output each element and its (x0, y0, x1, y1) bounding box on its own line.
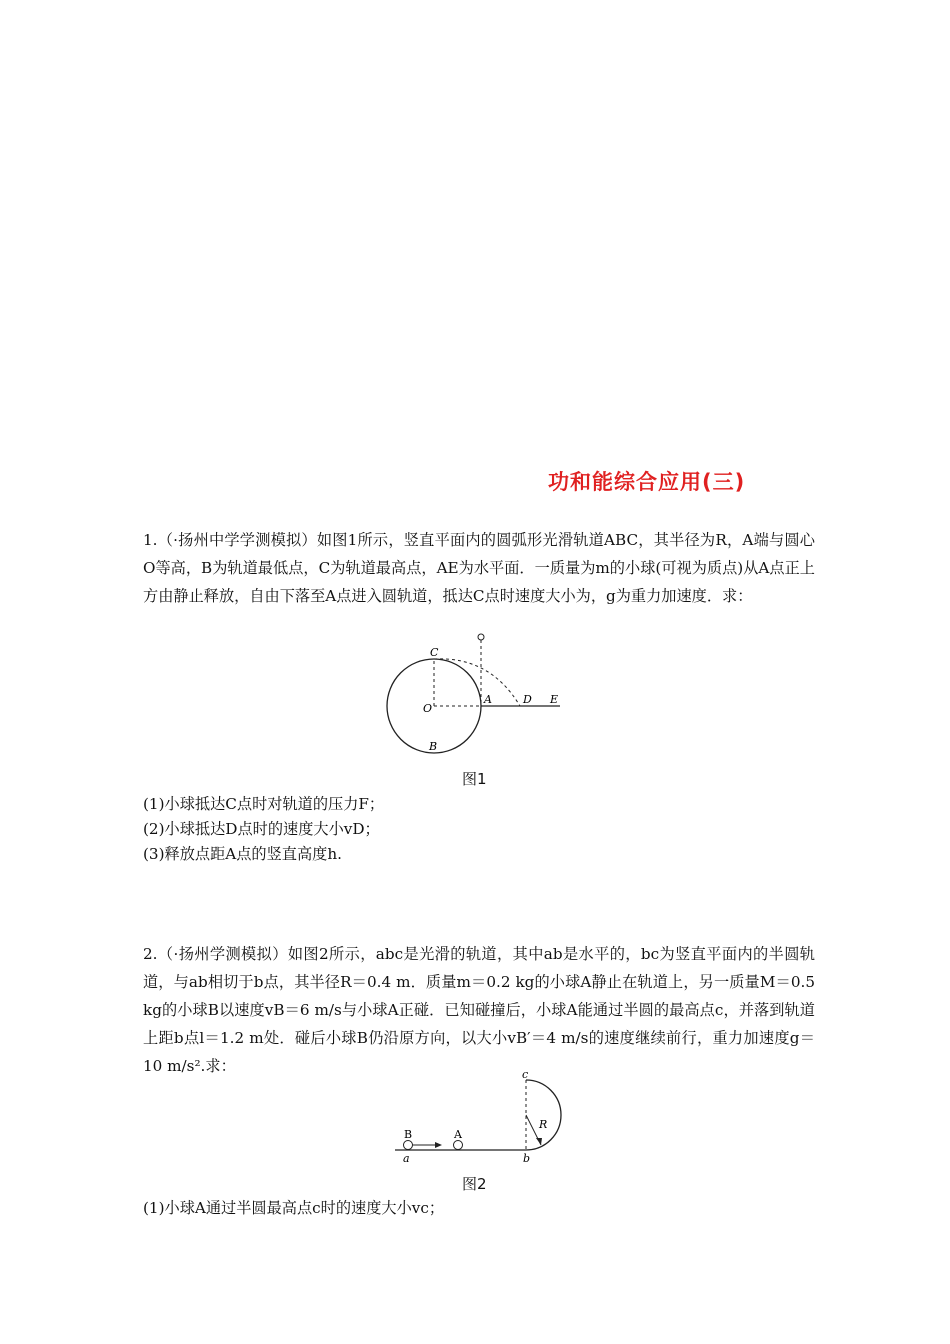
label-ball-a: A (454, 1128, 462, 1141)
ball-b (404, 1141, 413, 1150)
problem-1-question-3: (3)释放点距A点的竖直高度h. (143, 845, 342, 863)
problem-1-stem: 1.（·扬州中学学测模拟）如图1所示，竖直平面内的圆弧形光滑轨道ABC，其半径为R，A端与圆心O等高，B为轨道最低点，C为轨道最高点，AE为水平面．一质量为m的小球(可视为质点)从A点正上方由静止释放，自由下落至A点进入圆轨道，抵达C点时速度大小为，g为重力加速度．求： (143, 531, 815, 605)
velocity-arrowhead (435, 1142, 442, 1148)
ball-a (454, 1141, 463, 1150)
problem-2-stem: 2.（·扬州学测模拟）如图2所示，abc是光滑的轨道，其中ab是水平的，bc为竖直平面内的半圆轨道，与ab相切于b点，其半径R＝0.4 m．质量m＝0.2 kg的小球A静止在轨道上，另一质量M＝0.5 kg的小球B以速度vB＝6 m/s与小球A正碰．已知碰撞后，小球A能通过半圆的最高点c，并落到轨道上距b点l＝1.2 m处．碰后小球B仍沿原方向，以大小vB′＝4 m/s的速度继续前行，重力加速度g＝10 m/s².求： (143, 945, 815, 1075)
label-o: O (423, 702, 433, 715)
label-b: B (429, 740, 438, 753)
figure-2-caption: 图2 (462, 1175, 487, 1193)
problem-2-question-1: (1)小球A通过半圆最高点c时的速度大小vc； (143, 1199, 445, 1217)
label-e: E (550, 693, 559, 706)
figure-2-diagram (390, 1068, 580, 1168)
label-d: D (523, 693, 532, 706)
release-ball (478, 634, 484, 640)
page-title: 功和能综合应用(三) (548, 470, 746, 494)
problem-1-question-2: (2)小球抵达D点时的速度大小vD； (143, 820, 380, 838)
label-c-point: c (522, 1068, 529, 1081)
figure-1-caption: 图1 (462, 770, 487, 788)
radius-arrowhead (536, 1138, 542, 1145)
label-b-point: b (523, 1152, 531, 1165)
label-ball-b: B (404, 1128, 413, 1141)
problem-1-question-1: (1)小球抵达C点时对轨道的压力F； (143, 795, 385, 813)
figure-1-diagram (380, 628, 570, 758)
label-a: A (484, 693, 492, 706)
label-a-point: a (403, 1152, 410, 1165)
projectile-path (434, 659, 520, 706)
label-radius: R (539, 1118, 548, 1131)
label-c: C (430, 646, 439, 659)
semicircle-track (526, 1080, 561, 1150)
